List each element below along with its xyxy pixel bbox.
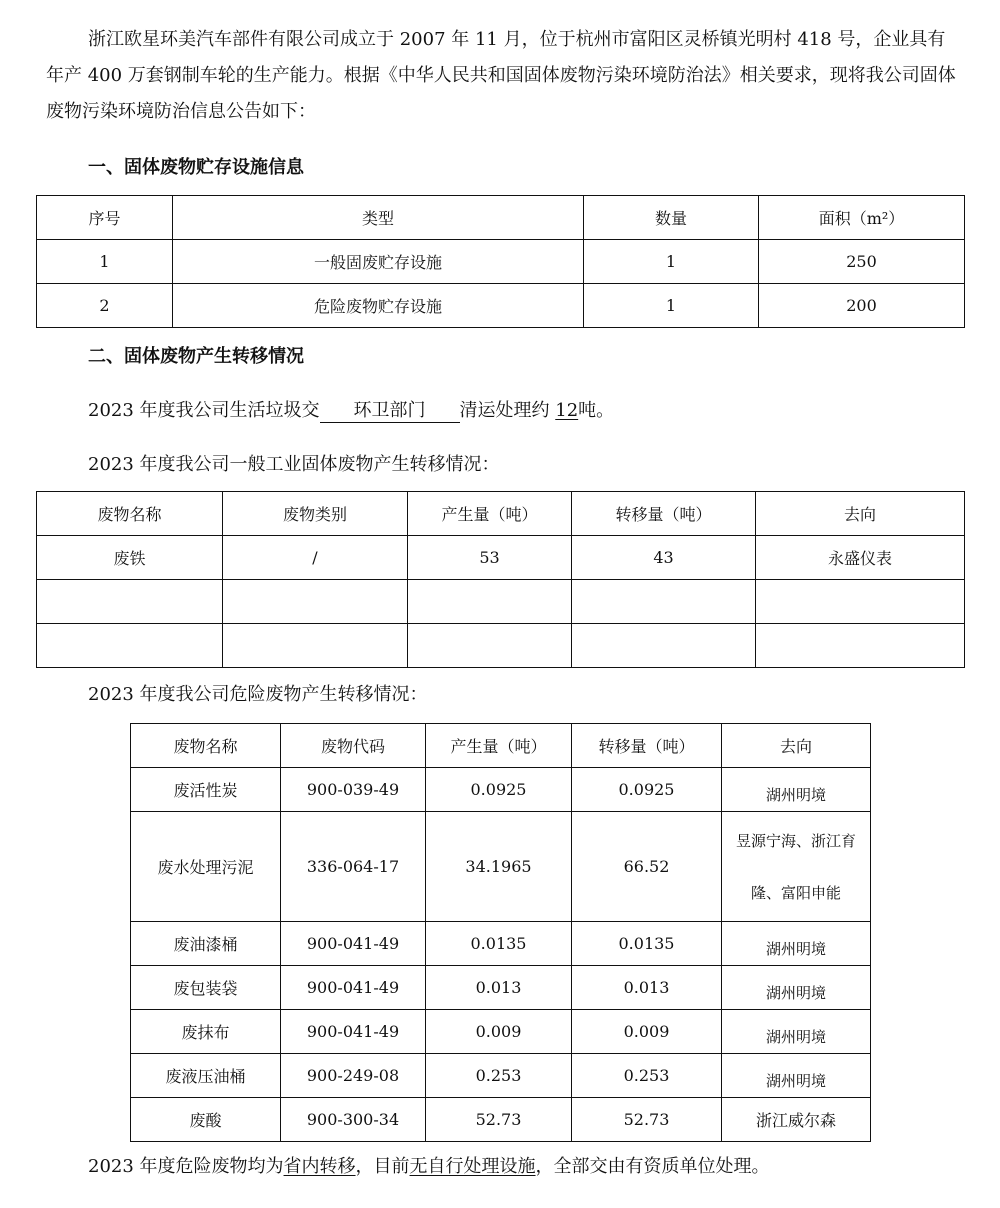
table-cell	[223, 580, 408, 624]
table-cell: 52.73	[426, 1098, 572, 1142]
header-cell: 序号	[37, 196, 173, 240]
table-cell: 废包装袋	[131, 966, 281, 1010]
table-cell: 废酸	[131, 1098, 281, 1142]
table-row	[37, 284, 965, 328]
table-cell: 湖州明境	[722, 966, 871, 1010]
table-cell: 900-041-49	[281, 922, 426, 966]
table-cell: 废铁	[37, 536, 223, 580]
section1-heading: 一、固体废物贮存设施信息	[88, 157, 304, 178]
domestic-dept: 环卫部门	[320, 400, 460, 423]
table-cell: 0.009	[572, 1010, 722, 1054]
table-cell: 湖州明境	[722, 922, 871, 966]
table-header-row	[131, 724, 871, 768]
table-row	[37, 580, 965, 624]
table-cell: 0.009	[426, 1010, 572, 1054]
table-cell: 危险废物贮存设施	[173, 284, 584, 328]
header-cell: 去向	[722, 724, 871, 768]
table-cell: 336-064-17	[281, 812, 426, 922]
table-row	[37, 536, 965, 580]
table-cell	[756, 580, 965, 624]
table-cell: 250	[759, 240, 965, 284]
table-cell: 53	[408, 536, 572, 580]
table-cell: 0.013	[426, 966, 572, 1010]
table-cell: 900-039-49	[281, 768, 426, 812]
table-cell	[572, 624, 756, 668]
table-cell: 900-041-49	[281, 1010, 426, 1054]
header-cell: 产生量（吨）	[408, 492, 572, 536]
general-waste-table	[36, 491, 965, 668]
section2-heading: 二、固体废物产生转移情况	[88, 346, 304, 367]
closing-suffix: ，全部交由有资质单位处理。	[535, 1156, 770, 1177]
table-cell: 0.0925	[426, 768, 572, 812]
table-row	[131, 966, 871, 1010]
closing-prefix: 2023 年度危险废物均为	[88, 1156, 284, 1177]
table-row	[37, 240, 965, 284]
header-cell: 数量	[584, 196, 759, 240]
table-cell: 200	[759, 284, 965, 328]
table-cell	[756, 624, 965, 668]
table-cell: 湖州明境	[722, 768, 871, 812]
table-cell: 0.0925	[572, 768, 722, 812]
closing-middle: ，目前	[355, 1156, 410, 1177]
storage-facilities-table	[36, 195, 965, 328]
domestic-suffix: 吨。	[578, 400, 615, 421]
header-cell: 废物名称	[37, 492, 223, 536]
table-cell: 0.0135	[426, 922, 572, 966]
table-cell: 一般固废贮存设施	[173, 240, 584, 284]
table-cell: /	[223, 536, 408, 580]
table-cell: 0.013	[572, 966, 722, 1010]
closing-underline-2: 无自行处理设施	[409, 1156, 536, 1177]
header-cell: 产生量（吨）	[426, 724, 572, 768]
table-cell: 湖州明境	[722, 1054, 871, 1098]
general-waste-title: 2023 年度我公司一般工业固体废物产生转移情况：	[88, 454, 500, 475]
header-cell: 转移量（吨）	[572, 724, 722, 768]
table-row	[131, 1054, 871, 1098]
table-cell: 昱源宁海、浙江育隆、富阳申能	[722, 812, 871, 922]
header-cell: 废物类别	[223, 492, 408, 536]
hazardous-waste-table	[130, 723, 871, 1142]
header-cell: 类型	[173, 196, 584, 240]
table-cell: 废抹布	[131, 1010, 281, 1054]
domestic-waste-line	[88, 399, 614, 423]
table-cell: 废水处理污泥	[131, 812, 281, 922]
header-cell: 废物代码	[281, 724, 426, 768]
closing-underline-1: 省内转移	[283, 1156, 356, 1177]
domestic-amount: 12	[555, 400, 579, 421]
table-cell: 900-300-34	[281, 1098, 426, 1142]
table-cell: 废液压油桶	[131, 1054, 281, 1098]
table-cell	[37, 624, 223, 668]
header-cell: 面积（m²）	[759, 196, 965, 240]
table-row	[131, 812, 871, 922]
table-cell: 1	[584, 284, 759, 328]
table-row	[131, 922, 871, 966]
table-row	[131, 1098, 871, 1142]
domestic-middle: 清运处理约	[459, 400, 550, 421]
table-cell: 0.253	[572, 1054, 722, 1098]
table-cell: 废活性炭	[131, 768, 281, 812]
table-cell: 66.52	[572, 812, 722, 922]
domestic-prefix: 2023 年度我公司生活垃圾交	[88, 400, 320, 421]
table-cell	[572, 580, 756, 624]
header-cell: 转移量（吨）	[572, 492, 756, 536]
table-cell: 43	[572, 536, 756, 580]
intro-paragraph: 浙江欧星环美汽车部件有限公司成立于 2007 年 11 月，位于杭州市富阳区灵桥镇光明村 418 号，企业具有年产 400 万套钢制车轮的生产能力。根据《中华人民共和国固体废物污染环境防治法》相关要求，现将我公司固体废物污染环境防治信息公告如下：	[46, 29, 956, 122]
table-cell: 1	[584, 240, 759, 284]
table-cell: 52.73	[572, 1098, 722, 1142]
table-cell: 34.1965	[426, 812, 572, 922]
table-cell: 0.253	[426, 1054, 572, 1098]
table-row	[131, 1010, 871, 1054]
closing-line	[88, 1155, 770, 1179]
table-row	[37, 624, 965, 668]
table-cell: 2	[37, 284, 173, 328]
table-cell: 湖州明境	[722, 1010, 871, 1054]
table-cell: 永盛仪表	[756, 536, 965, 580]
table-header-row	[37, 196, 965, 240]
table-cell	[408, 580, 572, 624]
table-cell: 废油漆桶	[131, 922, 281, 966]
table-cell: 900-041-49	[281, 966, 426, 1010]
table-cell: 0.0135	[572, 922, 722, 966]
header-cell: 废物名称	[131, 724, 281, 768]
table-cell	[223, 624, 408, 668]
table-cell: 900-249-08	[281, 1054, 426, 1098]
table-cell: 浙江威尔森	[722, 1098, 871, 1142]
table-cell	[408, 624, 572, 668]
table-row	[131, 768, 871, 812]
table-cell: 1	[37, 240, 173, 284]
table-header-row	[37, 492, 965, 536]
table-cell	[37, 580, 223, 624]
header-cell: 去向	[756, 492, 965, 536]
hazardous-waste-title: 2023 年度我公司危险废物产生转移情况：	[88, 684, 428, 705]
